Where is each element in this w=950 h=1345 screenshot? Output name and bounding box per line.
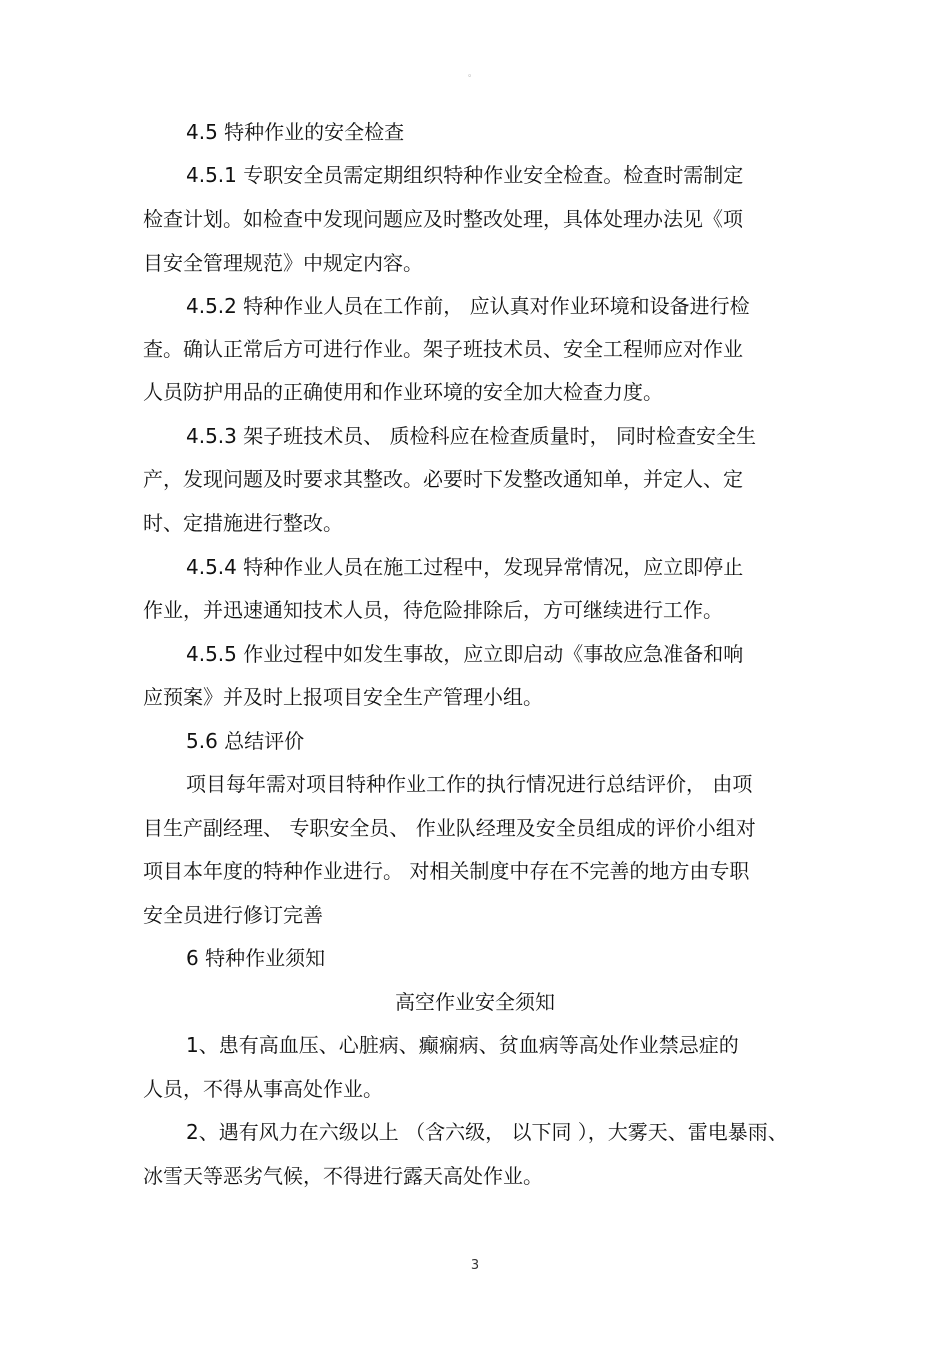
paragraph-4-5-1-line-2: 检查计划。如检查中发现问题应及时整改处理，具体处理办法见《项: [143, 207, 743, 231]
paragraph-4-5-4-line-2: 作业，并迅速通知技术人员，待危险排除后，方可继续进行工作。: [143, 598, 723, 622]
section-heading-5-6: 5.6 总结评价: [186, 729, 305, 753]
section-heading-4-5: 4.5 特种作业的安全检查: [186, 120, 405, 144]
header-mark: 。: [468, 69, 478, 79]
notice-item-2-line-1: 2、遇有风力在六级以上 （含六级， 以下同 ），大雾天、雷电暴雨、: [186, 1120, 788, 1144]
paragraph-4-5-5-line-2: 应预案》并及时上报项目安全生产管理小组。: [143, 685, 543, 709]
section-heading-6: 6 特种作业须知: [186, 946, 326, 970]
paragraph-4-5-1-line-1: 4.5.1 专职安全员需定期组织特种作业安全检查。检查时需制定: [186, 163, 744, 187]
paragraph-4-5-3-line-2: 产，发现问题及时要求其整改。必要时下发整改通知单，并定人、定: [143, 467, 743, 491]
notice-item-1-line-1: 1、患有高血压、心脏病、癫痫病、贫血病等高处作业禁忌症的: [186, 1033, 739, 1057]
summary-paragraph-line-2: 目生产副经理、 专职安全员、 作业队经理及安全员组成的评价小组对: [143, 816, 756, 840]
paragraph-4-5-5-line-1: 4.5.5 作业过程中如发生事故，应立即启动《事故应急准备和响: [186, 642, 744, 666]
paragraph-4-5-2-line-2: 查。确认正常后方可进行作业。架子班技术员、安全工程师应对作业: [143, 337, 743, 361]
notice-title: 高空作业安全须知: [395, 990, 555, 1014]
paragraph-4-5-1-line-3: 目安全管理规范》中规定内容。: [143, 251, 423, 275]
paragraph-4-5-3-line-1: 4.5.3 架子班技术员、 质检科应在检查质量时， 同时检查安全生: [186, 424, 756, 448]
summary-paragraph-line-3: 项目本年度的特种作业进行。 对相关制度中存在不完善的地方由专职: [143, 859, 750, 883]
notice-item-2-line-2: 冰雪天等恶劣气候，不得进行露天高处作业。: [143, 1164, 543, 1188]
summary-paragraph-line-4: 安全员进行修订完善: [143, 903, 323, 927]
notice-item-1-line-2: 人员，不得从事高处作业。: [143, 1077, 383, 1101]
paragraph-4-5-3-line-3: 时、定措施进行整改。: [143, 511, 343, 535]
paragraph-4-5-2-line-3: 人员防护用品的正确使用和作业环境的安全加大检查力度。: [143, 380, 663, 404]
paragraph-4-5-4-line-1: 4.5.4 特种作业人员在施工过程中，发现异常情况，应立即停止: [186, 555, 744, 579]
page-number: 3: [470, 1258, 480, 1273]
paragraph-4-5-2-line-1: 4.5.2 特种作业人员在工作前， 应认真对作业环境和设备进行检: [186, 294, 750, 318]
summary-paragraph-line-1: 项目每年需对项目特种作业工作的执行情况进行总结评价， 由项: [186, 772, 753, 796]
